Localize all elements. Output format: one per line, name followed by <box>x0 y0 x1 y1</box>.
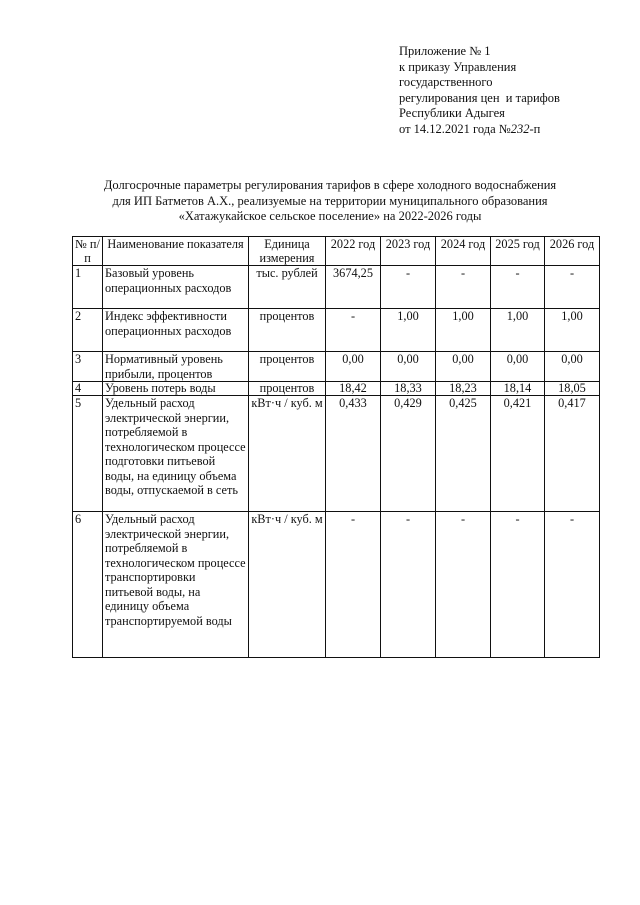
row-value: - <box>326 512 381 658</box>
table-row <box>73 309 600 352</box>
row-value: 0,00 <box>326 352 381 382</box>
header-year: 2026 год <box>545 237 600 266</box>
row-value: 18,05 <box>545 382 600 396</box>
parameters-table <box>72 236 600 658</box>
row-value: - <box>326 309 381 352</box>
row-value: 18,23 <box>436 382 491 396</box>
row-value: - <box>436 266 491 309</box>
header-num: № п/п <box>73 237 103 266</box>
row-value: 3674,25 <box>326 266 381 309</box>
title-line: Долгосрочные параметры регулирования тарифов в сфере холодного водоснабжения <box>103 178 557 192</box>
table-row <box>73 396 600 512</box>
row-number: 6 <box>73 512 103 658</box>
order-date: от 14.12.2021 года № <box>399 121 511 136</box>
title-line: «Хатажукайское сельское поселение» на 2022-2026 годы <box>178 209 482 223</box>
header-unit: Единица измерения <box>249 237 326 266</box>
header-year: 2023 год <box>381 237 436 266</box>
row-value: 0,429 <box>381 396 436 512</box>
appendix-line: Приложение № 1 <box>399 44 491 58</box>
row-value: 0,00 <box>436 352 491 382</box>
row-unit: процентов <box>249 382 326 396</box>
row-value: 1,00 <box>381 309 436 352</box>
row-unit: кВт·ч / куб. м <box>249 396 326 512</box>
row-value: - <box>436 512 491 658</box>
header-year: 2024 год <box>436 237 491 266</box>
appendix-line: регулирования цен и тарифов <box>399 90 560 105</box>
row-value: - <box>545 512 600 658</box>
row-name: Базовый уровень операционных расходов <box>103 266 249 309</box>
table-row <box>73 382 600 396</box>
order-number: 232 <box>510 121 530 136</box>
row-number: 2 <box>73 309 103 352</box>
header-name: Наименование показателя <box>103 237 249 266</box>
row-value: 0,417 <box>545 396 600 512</box>
row-value: 0,433 <box>326 396 381 512</box>
row-value: 0,421 <box>491 396 545 512</box>
row-number: 4 <box>73 382 103 396</box>
appendix-block <box>399 44 560 137</box>
appendix-line: Республики Адыгея <box>399 106 505 120</box>
row-value: 1,00 <box>436 309 491 352</box>
row-value: 0,425 <box>436 396 491 512</box>
row-number: 3 <box>73 352 103 382</box>
row-unit: тыс. рублей <box>249 266 326 309</box>
row-number: 1 <box>73 266 103 309</box>
row-name: Удельный расход электрической энергии, потребляемой в технологическом процессе подготовки питьевой воды, на единицу объема воды, отпускаемой в сеть <box>103 396 249 512</box>
row-value: 18,42 <box>326 382 381 396</box>
row-value: 18,33 <box>381 382 436 396</box>
row-value: 1,00 <box>491 309 545 352</box>
table-row <box>73 266 600 309</box>
header-row <box>73 237 600 266</box>
row-value: - <box>381 266 436 309</box>
table-row <box>73 352 600 382</box>
row-value: 0,00 <box>381 352 436 382</box>
header-year: 2022 год <box>326 237 381 266</box>
row-unit: процентов <box>249 309 326 352</box>
table-row <box>73 512 600 658</box>
row-value: 0,00 <box>545 352 600 382</box>
appendix-order-line <box>399 122 560 138</box>
row-value: - <box>381 512 436 658</box>
order-suffix: -п <box>529 121 541 136</box>
row-name: Удельный расход электрической энергии, потребляемой в технологическом процессе транспортировки питьевой воды, на единицу объема транспортируемой воды <box>103 512 249 658</box>
row-value: - <box>491 512 545 658</box>
row-name: Нормативный уровень прибыли, процентов <box>103 352 249 382</box>
row-value: 18,14 <box>491 382 545 396</box>
row-unit: кВт·ч / куб. м <box>249 512 326 658</box>
row-value: 0,00 <box>491 352 545 382</box>
row-name: Уровень потерь воды <box>103 382 249 396</box>
document-title <box>70 178 590 225</box>
title-line: для ИП Батметов А.Х., реализуемые на территории муниципального образования <box>112 193 548 208</box>
row-number: 5 <box>73 396 103 512</box>
row-value: - <box>545 266 600 309</box>
row-name: Индекс эффективности операционных расходов <box>103 309 249 352</box>
header-year: 2025 год <box>491 237 545 266</box>
row-value: 1,00 <box>545 309 600 352</box>
row-value: - <box>491 266 545 309</box>
appendix-line: к приказу Управления <box>399 59 517 74</box>
appendix-line: государственного <box>399 75 493 89</box>
row-unit: процентов <box>249 352 326 382</box>
